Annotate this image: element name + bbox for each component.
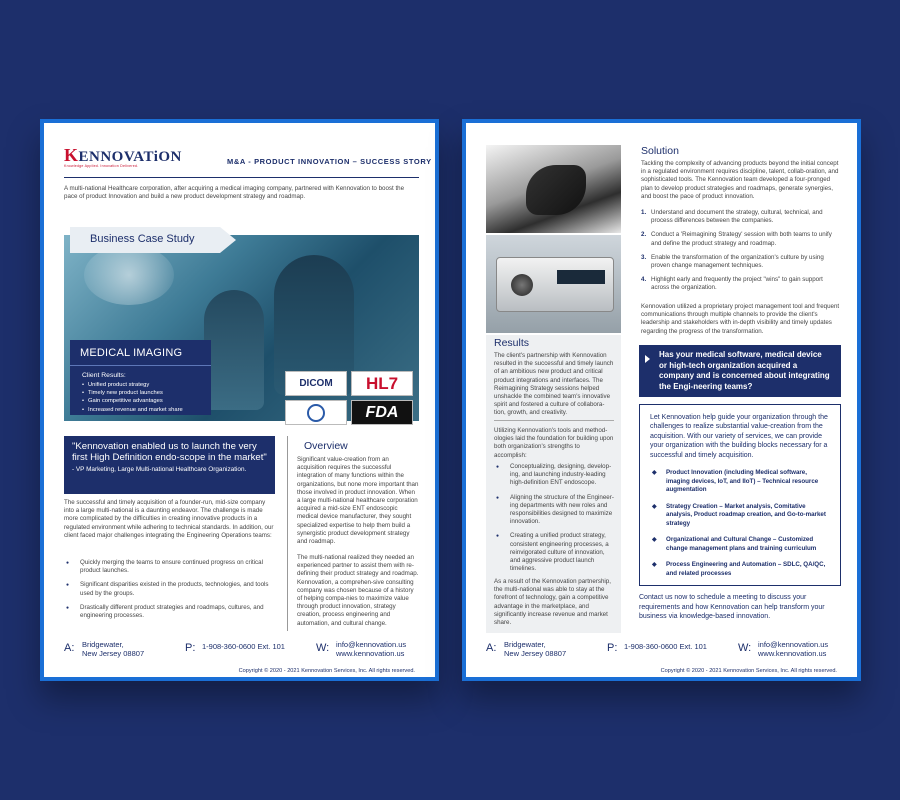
dicom-logo: DICOM — [285, 371, 347, 396]
camera-shape — [526, 165, 586, 215]
list-item: ● Conceptualizing, designing, develop-ing, and launching industry-leading high-definition ENT endoscope. — [494, 463, 614, 488]
quote-text: "Kennovation enabled us to launch the very first High Definition endo-scope in the market" — [72, 441, 267, 464]
business-case-label: Business Case Study — [70, 227, 220, 253]
client-results-title: Client Results: — [82, 372, 126, 379]
list-item: ◆ Product Innovation (including Medical software, imaging devices, IoT, and IIoT) – Technical resource augmentation — [650, 469, 830, 495]
page-left — [40, 119, 439, 681]
list-item: ● Creating a unified product strategy, consistent engineering processes, a reinvigorated culture of innovation, and aggressive product launch timelines. — [494, 532, 614, 573]
logo-tagline: Knowledge Applied. Innovation Delivered. — [64, 164, 139, 168]
fda-logo: FDA — [351, 400, 413, 425]
list-item: 1. Understand and document the strategy, cultural, technical, and process differences between the companies. — [641, 209, 823, 225]
phone-label: P: — [607, 642, 618, 654]
overview-title: Overview — [304, 440, 348, 452]
email-link[interactable]: info@kennovation.us — [336, 640, 407, 649]
processor-unit-image — [486, 235, 621, 333]
header-title: M&A - PRODUCT INNOVATION – SUCCESS STORY — [227, 157, 432, 166]
solution-steps — [641, 209, 841, 299]
list-item: ● Aligning the structure of the Engineer-ing departments with new roles and responsibilities designed to maximize innovation. — [494, 494, 614, 527]
solution-paragraph: Kennovation utilized a proprietary project management tool and frequent communications through multiple channels to provide the client's leadership and stakeholders with in-depth visibility and timely updates regarding the progress of the transformation. — [641, 303, 840, 335]
email-link[interactable]: info@kennovation.us — [758, 640, 829, 649]
list-item: ◆ Process Engineering and Automation – SDLC, QA/QC, and related processes — [650, 561, 830, 578]
challenge-list — [64, 559, 275, 626]
results-title: Results — [494, 337, 530, 349]
website-link[interactable]: www.kennovation.us — [336, 649, 405, 658]
services-box — [639, 404, 841, 586]
seal-icon — [307, 404, 325, 422]
processor-box — [496, 257, 614, 312]
seal-logo — [285, 400, 347, 425]
list-item: 4. Highlight early and frequently the project "wins" to gain support across the organization. — [641, 276, 823, 292]
website-link[interactable]: www.kennovation.us — [758, 649, 827, 658]
copyright: Copyright © 2020 - 2021 Kennovation Services, Inc. All rights reserved. — [238, 668, 415, 674]
footer-contact — [64, 640, 419, 670]
list-item: ● Significant disparities existed in the products, technologies, and tools used by the groups. — [64, 581, 275, 597]
results-paragraph: Utilizing Kennovation's tools and method-ologies laid the foundation for building upon both organization's strengths to accomplish: — [494, 427, 614, 459]
list-item: • Timely new product launches — [82, 389, 183, 397]
list-item: ◆ Strategy Creation – Market analysis, Comitative analysis, Product roadmap creation, and Go-to-market strategy — [650, 503, 830, 529]
solution-paragraph: Tackling the complexity of advancing products beyond the initial concept in a regulated environment requires discipline, talent, collab-oration, and sophisticated tools. The Kennovation team developed a four-pronged plan to develop product strategies and roadmaps, generate synergies, and boost the pace of product innovation. — [641, 160, 839, 200]
list-item: • Increased revenue and market share — [82, 406, 183, 414]
medical-imaging-title: MEDICAL IMAGING — [80, 347, 183, 359]
results-paragraph: The client's partnership with Kennovation resulted in the successful and timely launch of an ambitious new product and critical product integrations and interfaces. The Reimagining Strategy sessions helped unshackle the combined team's innovative spirit and fostered a culture of collabora-tion, growth, and creativity. — [494, 352, 614, 417]
kennovation-logo: KENNOVATiON — [64, 145, 182, 165]
phone-label: P: — [185, 642, 196, 654]
testimonial-quote — [64, 436, 275, 494]
address-label: A: — [486, 642, 497, 654]
list-item: • Unified product strategy — [82, 381, 183, 389]
web-contacts[interactable] — [336, 640, 406, 658]
surgeon-figure — [204, 290, 264, 410]
copyright: Copyright © 2020 - 2021 Kennovation Services, Inc. All rights reserved. — [660, 668, 837, 674]
column-divider — [287, 436, 288, 631]
list-item: ◆ Organizational and Cultural Change – Customized change management plans and training curriculum — [650, 536, 830, 553]
results-paragraph: As a result of the Kennovation partnership, the multi-national was able to stay at the forefront of technology, gain a competitive advantage in the marketplace, and significantly increase revenue and market share. — [494, 578, 611, 627]
header-rule — [64, 177, 419, 178]
list-item: ● Drastically different product strategies and roadmaps, cultures, and engineering processes. — [64, 604, 275, 620]
web-label: W: — [738, 642, 752, 654]
cta-text: Has your medical software, medical device or high-tech organization acquired a company and is concerned about integrating the Engi-neering teams? — [659, 350, 830, 391]
play-arrow-icon — [645, 355, 650, 363]
phone-number: 1-908-360-0600 Ext. 101 — [202, 642, 285, 651]
list-item: • Gain competitive advantages — [82, 397, 183, 405]
intro-text: A multi-national Healthcare corporation, after acquiring a medical imaging company, partnered with Kennovation to boost the pace of product Innovation and build a new product development strategy and roadmap. — [64, 185, 405, 201]
phone-number: 1-908-360-0600 Ext. 101 — [624, 642, 707, 651]
contact-paragraph: Contact us now to schedule a meeting to discuss your requirements and how Kennovation can help transform your business via knowledge-based innovation. — [639, 594, 825, 621]
hl7-logo: HL7 — [351, 371, 413, 396]
list-item: 2. Conduct a 'Reimagining Strategy' session with both teams to unify and define the product strategy and roadmap. — [641, 231, 832, 247]
cta-question-box — [639, 345, 841, 397]
address: Bridgewater, New Jersey 08807 — [82, 640, 145, 658]
list-item: ● Quickly merging the teams to ensure continued progress on critical product launches. — [64, 559, 275, 575]
standards-logos — [285, 371, 417, 431]
page-right — [462, 119, 861, 681]
endoscope-camera-image — [486, 145, 621, 233]
overview-paragraph: Significant value-creation from an acquisition requires the successful integration of many functions within the organizations, but none more important than those involved in product innovation. When a large multi-national healthcare corporation acquired a mid-size ENT endoscopic medical device manufacturer, they sought specialized expertise to help them build a synergistic product development strategy and roadmap. — [297, 456, 419, 546]
results-list — [494, 463, 614, 579]
challenge-text: The successful and timely acquisition of a founder-run, mid-size company into a large multi-national is a daunting endeavor. The challenge is made more complicated by the difficulties in creating innovative products in a regulated environment while adhering to technical standards. In addition, our client faced major challenges integrating the Engineering Operations teams: — [64, 499, 274, 539]
display-panel — [557, 270, 605, 284]
knob-icon — [511, 274, 533, 296]
address-label: A: — [64, 642, 75, 654]
list-item: 3. Enable the transformation of the organization's culture by using proven change management techniques. — [641, 253, 824, 270]
quote-attribution: - VP Marketing, Large Multi-national Healthcare Organization. — [72, 466, 247, 474]
overview-paragraph: The multi-national realized they needed an experienced partner to assist them with re-defining their product strategy and roadmap. Kennovation, a comprehen-sive consulting company was chosen because of a history of helping compa-nies to maximize value through product innovation, strategy creation, process engineering and automation, and cultural change. — [297, 554, 419, 627]
medical-imaging-box — [70, 340, 211, 415]
services-list — [650, 469, 830, 578]
divider — [70, 365, 211, 366]
web-contacts[interactable] — [758, 640, 828, 658]
web-label: W: — [316, 642, 330, 654]
solution-title: Solution — [641, 145, 679, 157]
address: Bridgewater, New Jersey 08807 — [504, 640, 567, 658]
footer-contact — [486, 640, 841, 670]
surgical-light — [84, 245, 174, 305]
divider — [494, 420, 614, 421]
client-results-list — [82, 381, 183, 414]
help-paragraph: Let Kennovation help guide your organization through the challenges to realize substantial value-creation from the acquisition. With our variety of services, we can provide your organization with the building blocks necessary for a successful and timely acquisition. — [650, 414, 828, 459]
